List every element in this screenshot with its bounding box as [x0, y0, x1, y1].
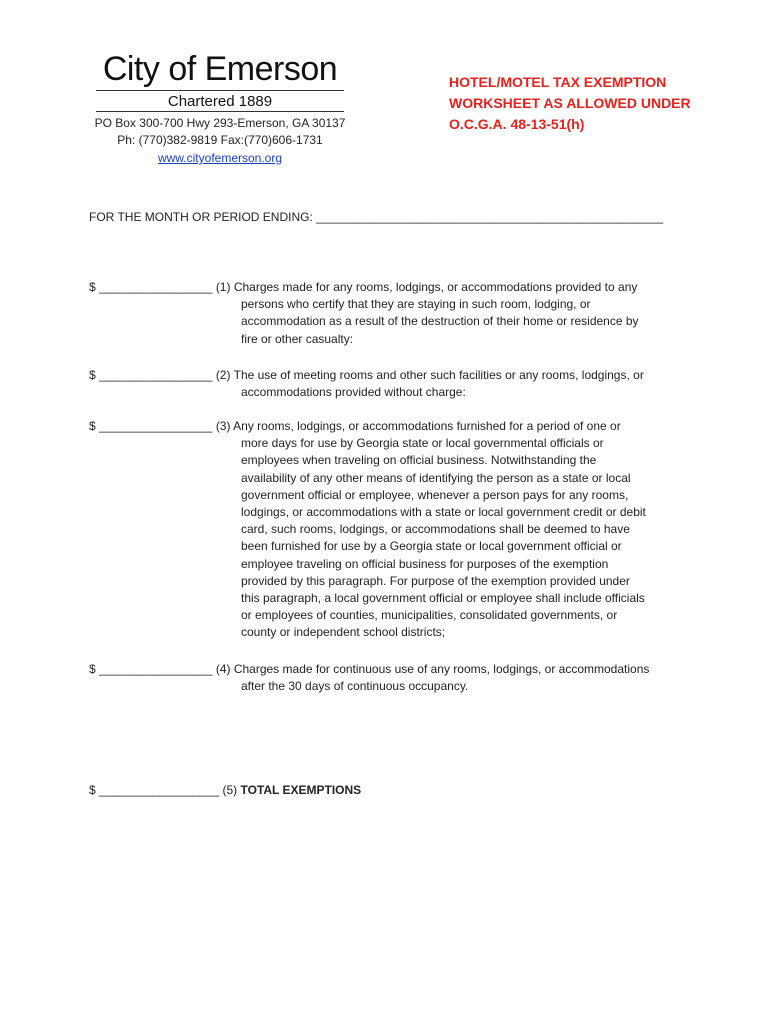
item-number-2: (2): [215, 368, 231, 382]
item-text-1: Charges made for any rooms, lodgings, or accommodations provided to any: [233, 280, 638, 294]
amount-blank-3[interactable]: $ _________________: [89, 419, 213, 433]
exemption-item-2: [89, 367, 689, 401]
phone-fax-line: Ph: (770)382-9819 Fax:(770)606-1731: [117, 133, 323, 147]
item-number-4: (4): [215, 662, 231, 676]
website-link[interactable]: www.cityofemerson.org: [157, 151, 283, 165]
letterhead: [90, 50, 350, 167]
item-1-line: fire or other casualty:: [241, 331, 354, 346]
total-exemptions-row: [89, 782, 689, 799]
item-number-1: (1): [215, 280, 231, 294]
item-2-line: accommodations provided without charge:: [241, 385, 466, 400]
item-1-line: accommodation as a result of the destruction of their home or residence by: [241, 314, 639, 329]
amount-blank-1[interactable]: $ _________________: [89, 280, 213, 294]
item-3-line: more days for use by Georgia state or local governmental officials or: [241, 436, 604, 451]
item-number-3: (3): [215, 419, 231, 433]
exemption-item-4: [89, 661, 689, 695]
form-title-line-2: WORKSHEET AS ALLOWED UNDER: [449, 95, 691, 111]
period-ending-blank[interactable]: ____________________________________________________: [316, 210, 664, 224]
item-3-line: lodgings, or accommodations with a state or local government credit or debit: [241, 505, 646, 520]
item-4-line: after the 30 days of continuous occupancy.: [241, 679, 469, 694]
period-ending-label: FOR THE MONTH OR PERIOD ENDING:: [89, 210, 313, 224]
item-3-line: provided by this paragraph. For purpose of the exemption provided under: [241, 573, 630, 588]
total-label: TOTAL EXEMPTIONS: [240, 783, 362, 797]
item-3-line: government official or employee, whenever a person pays for any rooms,: [241, 487, 629, 502]
address-line: PO Box 300-700 Hwy 293-Emerson, GA 30137: [94, 116, 346, 130]
total-number: (5): [222, 783, 238, 797]
item-3-line: this paragraph, a local government official or employee shall include officials: [241, 591, 645, 606]
item-text-2: The use of meeting rooms and other such facilities or any rooms, lodgings, or: [233, 368, 644, 382]
item-3-line: employee traveling on official business for purposes of the exemption: [241, 556, 609, 571]
item-3-line: availability of any other means of identifying the person as a state or local: [241, 470, 631, 485]
item-3-line: employees when traveling on official business. Notwithstanding the: [241, 453, 597, 468]
item-text-4: Charges made for continuous use of any rooms, lodgings, or accommodations: [233, 662, 650, 676]
item-3-line: been furnished for use by a Georgia state or local government official or: [241, 539, 622, 554]
form-title-line-1: HOTEL/MOTEL TAX EXEMPTION: [449, 74, 667, 90]
total-amount-blank[interactable]: $ __________________: [89, 783, 220, 797]
exemption-item-3: [89, 418, 689, 642]
amount-blank-2[interactable]: $ _________________: [89, 368, 213, 382]
item-3-line: card, such rooms, lodgings, or accommodations shall be deemed to have: [241, 522, 630, 537]
item-3-line: or employees of counties, municipalities, consolidated governments, or: [241, 608, 618, 623]
amount-blank-4[interactable]: $ _________________: [89, 662, 213, 676]
exemption-item-1: [89, 279, 689, 348]
item-text-3: Any rooms, lodgings, or accommodations furnished for a period of one or: [233, 419, 621, 433]
period-ending-field[interactable]: [89, 209, 663, 226]
item-1-line: persons who certify that they are staying in such room, lodging, or: [241, 297, 591, 312]
item-3-line: county or independent school districts;: [241, 625, 446, 640]
form-title: [449, 72, 739, 135]
form-title-line-3: O.C.G.A. 48-13-51(h): [449, 116, 585, 132]
chartered-subtitle: Chartered 1889: [96, 93, 344, 112]
city-logo-title: City of Emerson: [96, 50, 344, 91]
